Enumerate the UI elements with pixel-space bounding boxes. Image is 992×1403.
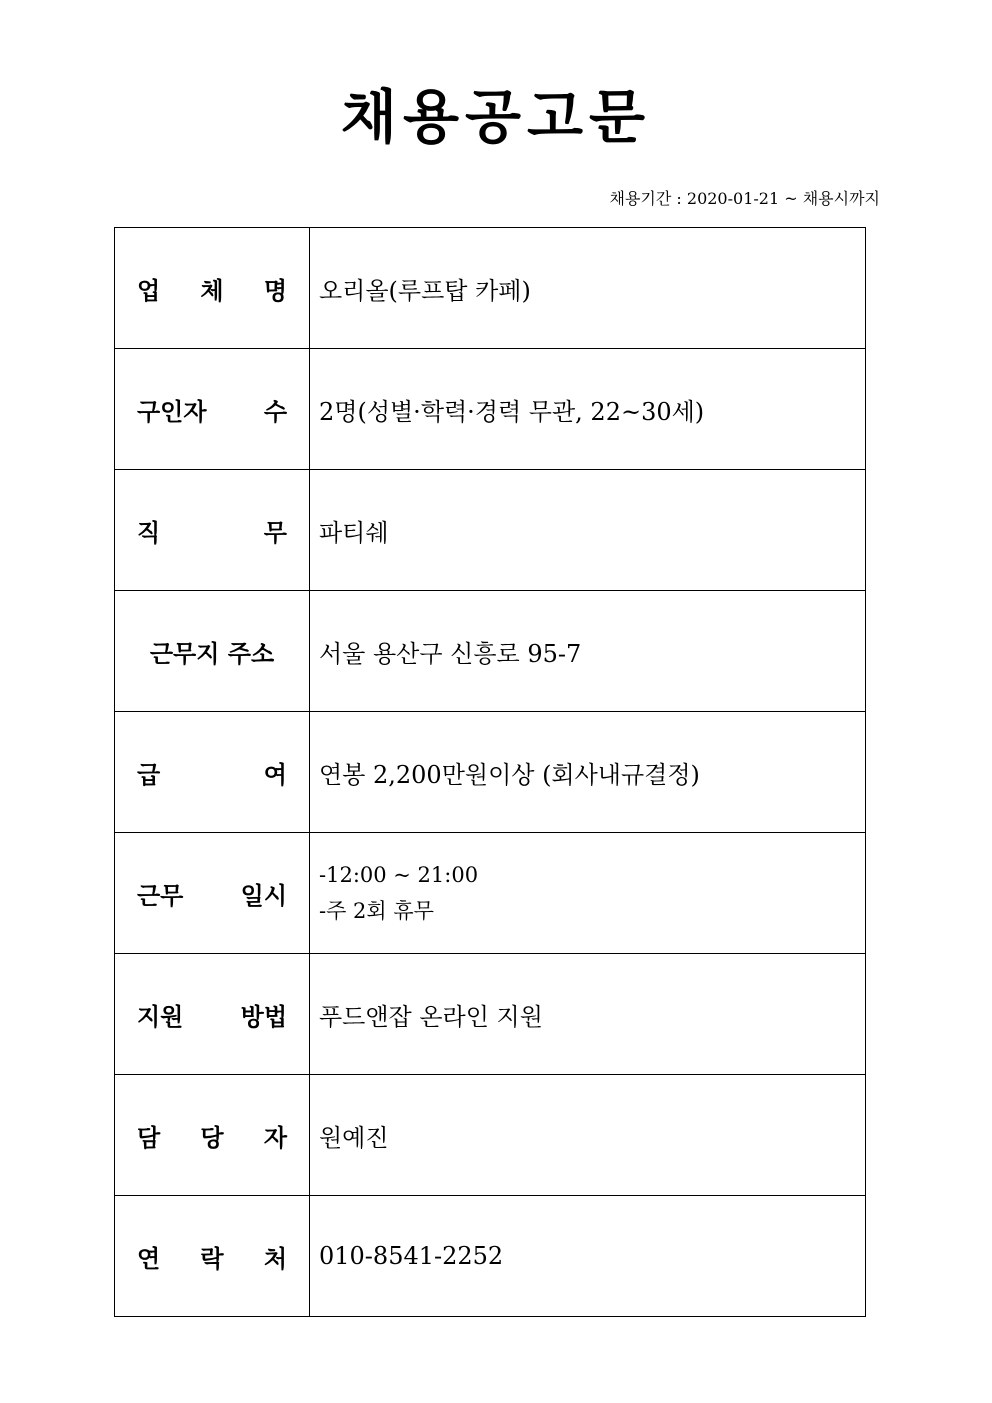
table-row: [115, 954, 866, 1075]
work-address-value: 서울 용산구 신흥로 95-7: [310, 591, 866, 712]
phone-value: 010-8541-2252: [310, 1196, 866, 1317]
document-title: 채용공고문: [340, 83, 652, 151]
table-row: [115, 833, 866, 954]
application-method-value: 푸드앤잡 온라인 지원: [310, 954, 866, 1075]
work-schedule-value: [310, 833, 866, 954]
table-row: [115, 228, 866, 349]
work-hours-line: -12:00 ~ 21:00: [319, 863, 479, 887]
contact-person-label: 담 당 자: [115, 1075, 310, 1196]
table-row: [115, 591, 866, 712]
contact-person-value: 원예진: [310, 1075, 866, 1196]
table-row: [115, 712, 866, 833]
table-row: [115, 349, 866, 470]
phone-label: 연 락 처: [115, 1196, 310, 1317]
company-name-value: 오리올(루프탑 카페): [310, 228, 866, 349]
days-off-line: -주 2회 휴무: [319, 899, 434, 923]
work-address-label: 근무지 주소: [115, 591, 310, 712]
table-row: [115, 470, 866, 591]
headcount-value: 2명(성별·학력·경력 무관, 22~30세): [310, 349, 866, 470]
position-value: 파티쉐: [310, 470, 866, 591]
work-schedule-label: 근무 일시: [115, 833, 310, 954]
table-row: [115, 1196, 866, 1317]
recruitment-period: 채용기간 : 2020-01-21 ~ 채용시까지: [609, 189, 880, 208]
headcount-label: 구인자 수: [115, 349, 310, 470]
salary-label: 급 여: [115, 712, 310, 833]
table-row: [115, 1075, 866, 1196]
salary-value: 연봉 2,200만원이상 (회사내규결정): [310, 712, 866, 833]
position-label: 직 무: [115, 470, 310, 591]
company-name-label: 업 체 명: [115, 228, 310, 349]
job-posting-table: [114, 227, 866, 1317]
application-method-label: 지원 방법: [115, 954, 310, 1075]
